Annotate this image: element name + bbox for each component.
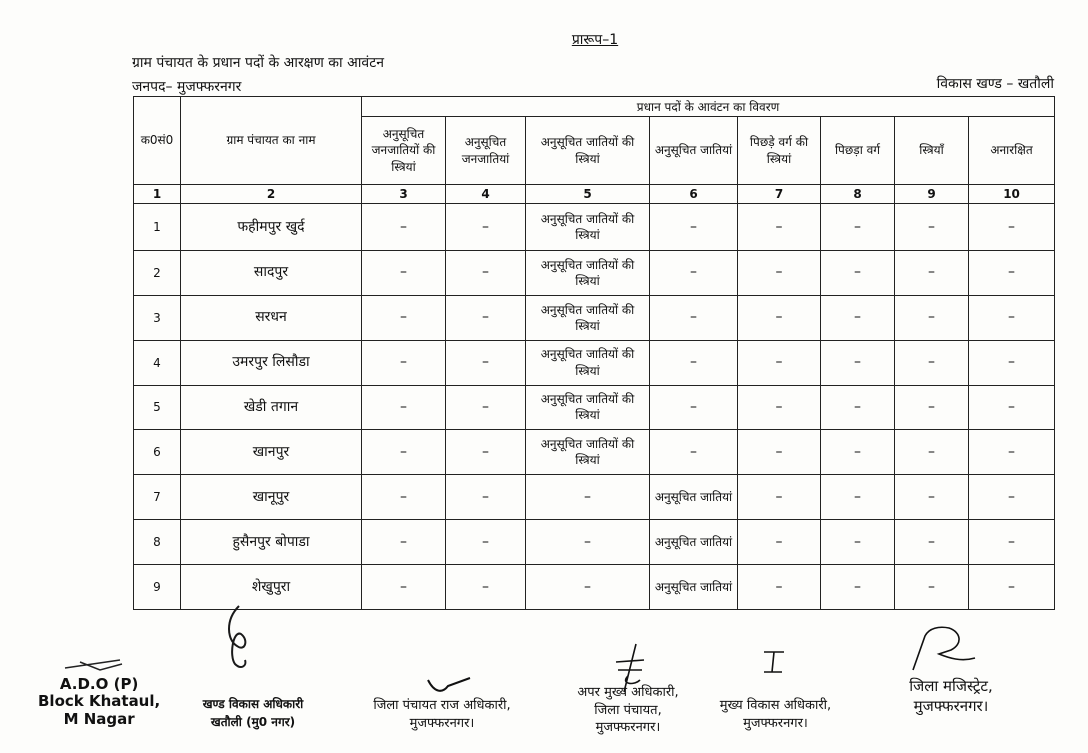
column-number: 5 xyxy=(526,184,650,203)
gram-panchayat-name: फहीमपुर खुर्द xyxy=(181,204,362,251)
signature-line: जिला पंचायत, xyxy=(594,702,662,718)
gram-panchayat-name: शेखुपुरा xyxy=(181,564,362,609)
table-row xyxy=(134,250,1055,295)
signature-dm xyxy=(886,676,1016,717)
signature-line: मुख्य विकास अधिकारी, xyxy=(719,698,832,713)
empty-cell: – xyxy=(821,204,895,251)
empty-cell: – xyxy=(895,430,969,475)
col-header-sl: क0सं0 xyxy=(134,97,181,185)
col-header-name: ग्राम पंचायत का नाम xyxy=(181,97,362,185)
empty-cell: – xyxy=(362,385,446,430)
column-number-row xyxy=(134,184,1055,203)
signature-bdo xyxy=(178,695,328,731)
empty-cell: – xyxy=(969,204,1055,251)
signature-ado xyxy=(38,676,160,728)
column-number: 8 xyxy=(821,184,895,203)
empty-cell: – xyxy=(738,385,821,430)
allotted-category: अनुसूचित जातियों की स्त्रियां xyxy=(526,250,650,295)
row-serial: 6 xyxy=(134,430,181,475)
column-number: 2 xyxy=(181,184,362,203)
col-header-category: अनारक्षित xyxy=(969,117,1055,184)
empty-cell: – xyxy=(969,295,1055,340)
column-number: 7 xyxy=(738,184,821,203)
column-number: 1 xyxy=(134,184,181,203)
table-row xyxy=(134,340,1055,385)
allotted-category: अनुसूचित जातियों की स्त्रियां xyxy=(526,430,650,475)
table-row xyxy=(134,475,1055,520)
signature-line: Block Khataul, xyxy=(38,692,161,711)
row-serial: 3 xyxy=(134,295,181,340)
empty-cell: – xyxy=(821,295,895,340)
empty-cell: – xyxy=(362,250,446,295)
empty-cell: – xyxy=(446,295,526,340)
empty-cell: – xyxy=(738,295,821,340)
gram-panchayat-name: हुसैनपुर बोपाडा xyxy=(181,520,362,565)
empty-cell: – xyxy=(650,295,738,340)
district-label: जनपद– मुजफ्फरनगर xyxy=(132,79,242,95)
empty-cell: – xyxy=(362,564,446,609)
empty-cell: – xyxy=(362,295,446,340)
column-number: 3 xyxy=(362,184,446,203)
empty-cell: – xyxy=(738,475,821,520)
empty-cell: – xyxy=(969,385,1055,430)
empty-cell: – xyxy=(446,430,526,475)
empty-cell: – xyxy=(362,340,446,385)
empty-cell: – xyxy=(738,340,821,385)
empty-cell: – xyxy=(821,250,895,295)
empty-cell: – xyxy=(969,475,1055,520)
row-serial: 9 xyxy=(134,564,181,609)
row-serial: 8 xyxy=(134,520,181,565)
empty-cell: – xyxy=(821,475,895,520)
gram-panchayat-name: खानपुर xyxy=(181,430,362,475)
handwritten-signature xyxy=(420,672,480,700)
empty-cell: – xyxy=(969,340,1055,385)
allotted-category: अनुसूचित जातियों की स्त्रियां xyxy=(526,295,650,340)
empty-cell: – xyxy=(738,564,821,609)
row-serial: 1 xyxy=(134,204,181,251)
column-number: 9 xyxy=(895,184,969,203)
allotted-category: अनुसूचित जातियां xyxy=(650,564,738,609)
col-header-category: पिछड़ा वर्ग xyxy=(821,117,895,184)
empty-cell: – xyxy=(738,430,821,475)
column-number: 4 xyxy=(446,184,526,203)
empty-cell: – xyxy=(446,520,526,565)
empty-cell: – xyxy=(969,250,1055,295)
empty-cell: – xyxy=(895,475,969,520)
empty-cell: – xyxy=(526,475,650,520)
signature-line: मुजफ्फरनगर। xyxy=(743,715,808,731)
signature-line: जिला मजिस्ट्रेट, xyxy=(909,677,993,695)
empty-cell: – xyxy=(969,430,1055,475)
form-title: प्रारूप–1 xyxy=(571,32,619,48)
empty-cell: – xyxy=(969,564,1055,609)
col-header-category: पिछड़े वर्ग की स्त्रियां xyxy=(738,117,821,184)
signature-line: मुजफ्फरनगर। xyxy=(595,720,661,736)
stamp-line: खण्ड विकास अधिकारी xyxy=(202,697,304,711)
empty-cell: – xyxy=(650,385,738,430)
empty-cell: – xyxy=(526,520,650,565)
allotted-category: अनुसूचित जातियों की स्त्रियां xyxy=(526,204,650,251)
block-label: विकास खण्ड – खतौली xyxy=(936,76,1054,92)
empty-cell: – xyxy=(895,385,969,430)
table-row xyxy=(134,295,1055,340)
row-serial: 2 xyxy=(134,250,181,295)
signature-line: M Nagar xyxy=(63,709,135,728)
table-row xyxy=(134,204,1055,251)
empty-cell: – xyxy=(738,520,821,565)
empty-cell: – xyxy=(738,250,821,295)
empty-cell: – xyxy=(895,295,969,340)
stamp-line: खतौली (मु0 नगर) xyxy=(210,715,296,729)
empty-cell: – xyxy=(362,520,446,565)
empty-cell: – xyxy=(895,250,969,295)
column-number: 6 xyxy=(650,184,738,203)
handwritten-signature xyxy=(905,620,985,680)
empty-cell: – xyxy=(895,520,969,565)
document-heading: ग्राम पंचायत के प्रधान पदों के आरक्षण का आवंटन xyxy=(132,55,385,71)
signature-line: मुजफ्फरनगर। xyxy=(409,715,475,731)
empty-cell: – xyxy=(821,564,895,609)
gram-panchayat-name: खेडी तगान xyxy=(181,385,362,430)
row-serial: 7 xyxy=(134,475,181,520)
gram-panchayat-name: सादपुर xyxy=(181,250,362,295)
row-serial: 4 xyxy=(134,340,181,385)
col-header-category: अनुसूचित जनजातियों की स्त्रियां xyxy=(362,117,446,184)
header-row-top xyxy=(134,97,1055,117)
table-row xyxy=(134,385,1055,430)
empty-cell: – xyxy=(446,385,526,430)
empty-cell: – xyxy=(821,520,895,565)
empty-cell: – xyxy=(738,204,821,251)
empty-cell: – xyxy=(650,340,738,385)
table-row xyxy=(134,520,1055,565)
allotted-category: अनुसूचित जातियों की स्त्रियां xyxy=(526,340,650,385)
handwritten-signature xyxy=(215,600,275,672)
empty-cell: – xyxy=(969,520,1055,565)
gram-panchayat-name: खानूपुर xyxy=(181,475,362,520)
empty-cell: – xyxy=(446,340,526,385)
col-header-category: अनुसूचित जातियां xyxy=(650,117,738,184)
signature-line: A.D.O (P) xyxy=(59,675,139,693)
signature-line: मुजफ्फरनगर। xyxy=(913,697,989,716)
signature-cdo xyxy=(703,697,848,732)
table-row xyxy=(134,430,1055,475)
col-header-category: अनुसूचित जातियों की स्त्रियां xyxy=(526,117,650,184)
empty-cell: – xyxy=(526,564,650,609)
empty-cell: – xyxy=(446,250,526,295)
signature-dpro xyxy=(352,697,532,732)
empty-cell: – xyxy=(821,430,895,475)
allotted-category: अनुसूचित जातियां xyxy=(650,520,738,565)
gram-panchayat-name: उमरपुर लिसौडा xyxy=(181,340,362,385)
empty-cell: – xyxy=(895,564,969,609)
column-number: 10 xyxy=(969,184,1055,203)
empty-cell: – xyxy=(895,340,969,385)
handwritten-signature xyxy=(610,640,650,700)
empty-cell: – xyxy=(446,564,526,609)
empty-cell: – xyxy=(362,204,446,251)
empty-cell: – xyxy=(362,430,446,475)
reservation-table xyxy=(133,96,1055,610)
col-header-group: प्रधान पदों के आवंटन का विवरण xyxy=(362,97,1055,117)
empty-cell: – xyxy=(446,204,526,251)
empty-cell: – xyxy=(895,204,969,251)
row-serial: 5 xyxy=(134,385,181,430)
handwritten-signature xyxy=(60,656,130,676)
allotted-category: अनुसूचित जातियां xyxy=(650,475,738,520)
empty-cell: – xyxy=(446,475,526,520)
gram-panchayat-name: सरधन xyxy=(181,295,362,340)
empty-cell: – xyxy=(821,340,895,385)
col-header-category: अनुसूचित जनजातियां xyxy=(446,117,526,184)
allotted-category: अनुसूचित जातियों की स्त्रियां xyxy=(526,385,650,430)
empty-cell: – xyxy=(650,204,738,251)
empty-cell: – xyxy=(650,430,738,475)
empty-cell: – xyxy=(821,385,895,430)
signature-line: जिला पंचायत राज अधिकारी, xyxy=(373,698,511,713)
col-header-category: स्त्रियाँ xyxy=(895,117,969,184)
signature-line: अपर मुख्य अधिकारी, xyxy=(577,685,679,700)
handwritten-signature xyxy=(760,648,790,678)
empty-cell: – xyxy=(362,475,446,520)
empty-cell: – xyxy=(650,250,738,295)
